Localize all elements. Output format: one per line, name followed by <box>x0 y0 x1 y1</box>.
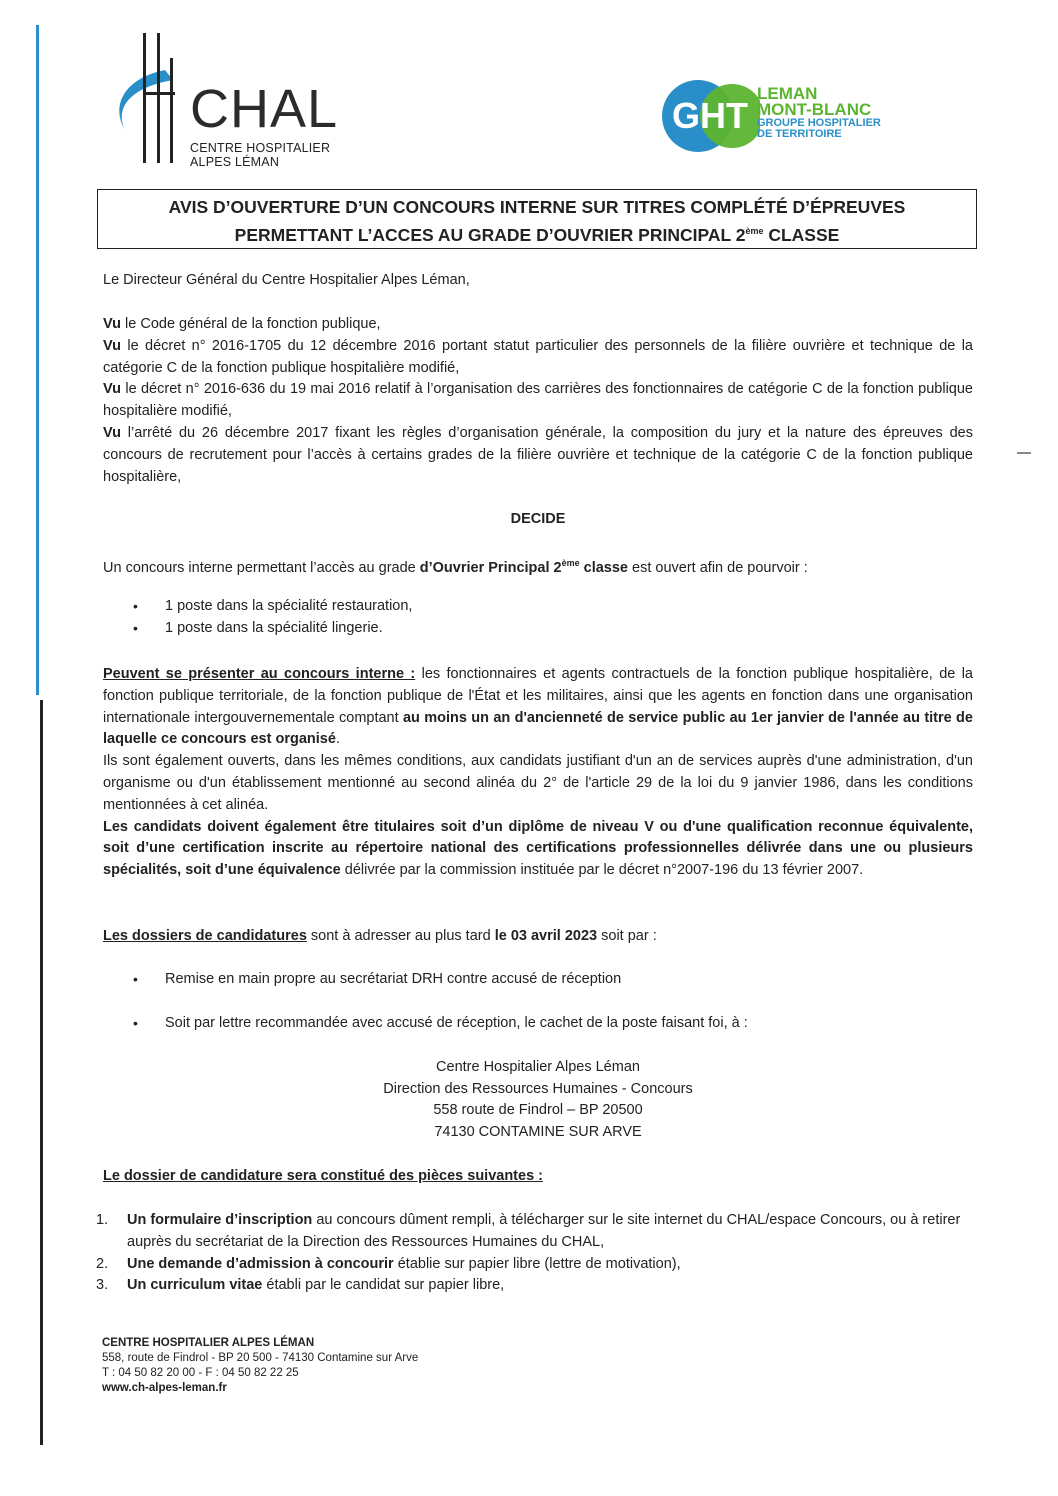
footer-address: 558, route de Findrol - BP 20 500 - 74130 Contamine sur Arve <box>102 1352 419 1364</box>
pieces-list <box>96 1210 973 1297</box>
address-line: 558 route de Findrol – BP 20500 <box>433 1102 643 1119</box>
title-line1: AVIS D’OUVERTURE D’UN CONCOURS INTERNE SUR TITRES COMPLÉTÉ D’ÉPREUVES <box>168 197 906 217</box>
chal-name: CHAL <box>190 79 339 139</box>
footer-website[interactable]: www.ch-alpes-leman.fr <box>102 1382 227 1394</box>
list-item: • 1 poste dans la spécialité lingerie. <box>103 618 973 640</box>
address-line: 74130 CONTAMINE SUR ARVE <box>434 1123 642 1140</box>
ght-logo <box>660 78 950 158</box>
ght-circles-icon <box>660 78 760 158</box>
chal-logo <box>105 30 365 170</box>
footer-phone: T : 04 50 82 20 00 - F : 04 50 82 22 25 <box>102 1367 299 1379</box>
vu-item: Vu le Code général de la fonction publique, <box>103 316 381 332</box>
eligibility-p2: Ils sont également ouverts, dans les mêmes conditions, aux candidats justifiant d'un an de services auprès d'une administration, d'un organisme ou d'un établissement mentionné au second alinéa du 2° de l'article 29 de la loi du 9 janvier 1986, dans les conditions mentionnées à cet alinéa. <box>103 753 973 813</box>
chal-subtitle-line2: ALPES LÉMAN <box>190 155 280 169</box>
list-item: • Soit par lettre recommandée avec accusé de réception, le cachet de la poste faisant foi, à : <box>103 1013 973 1035</box>
list-item: • Remise en main propre au secrétariat DRH contre accusé de réception <box>103 969 973 991</box>
vu-item: Vu le décret n° 2016-636 du 19 mai 2016 relatif à l’organisation des carrières des fonctionnaires de catégorie C de la fonction publique hospitalière modifié, <box>103 381 973 420</box>
margin-mark <box>1017 452 1031 454</box>
decide <box>103 509 973 531</box>
title-line2: PERMETTANT L’ACCES AU GRADE D’OUVRIER PRINCIPAL 2ème CLASSE <box>234 224 840 245</box>
vu-item: Vu le décret n° 2016-1705 du 12 décembre 2016 portant statut particulier des personnels de la filière ouvrière et technique de la catégorie C de la fonction publique hospitalière modifié, <box>103 337 973 376</box>
footer <box>102 1336 418 1396</box>
ght-text <box>757 86 881 140</box>
chal-subtitle-line1: CENTRE HOSPITALIER <box>190 141 331 155</box>
ght-line3: GROUPE HOSPITALIER <box>757 117 881 129</box>
list-item: 3. Un curriculum vitae établi par le candidat sur papier libre, <box>96 1277 505 1294</box>
ght-line1: LEMAN <box>757 84 818 103</box>
ght-mark: GHT <box>672 95 748 136</box>
vu-item: Vu l’arrêté du 26 décembre 2017 fixant les règles d’organisation générale, la composition du jury et la nature des épreuves des concours de recrutement pour l’accès à certains grades de la filière ouvrière et technique de la catégorie C de la fonction publique hospitalière, <box>103 424 973 485</box>
mailing-address <box>103 1057 973 1143</box>
intro-text: Le Directeur Général du Centre Hospitalier Alpes Léman, <box>103 272 470 288</box>
address-line: Direction des Ressources Humaines - Concours <box>383 1080 693 1097</box>
list-item: 2. Une demande d’admission à concourir établie sur papier libre (lettre de motivation), <box>96 1255 681 1272</box>
list-item: 1. Un formulaire d’inscription au concours dûment rempli, à télécharger sur le site internet du CHAL/espace Concours, ou à retirer auprès du secrétariat de la Direction des Ressources Humaines du CHAL, <box>96 1212 961 1250</box>
ght-line2: MONT-BLANC <box>757 100 872 119</box>
ght-line4: DE TERRITOIRE <box>757 128 842 140</box>
left-margin-bar-black <box>40 700 43 1445</box>
dossiers-paragraph: Les dossiers de candidatures sont à adresser au plus tard le 03 avril 2023 soit par : <box>103 928 657 944</box>
intro <box>103 270 973 292</box>
submission-options <box>103 969 973 991</box>
pieces-heading: Le dossier de candidature sera constitué des pièces suivantes : <box>103 1168 543 1184</box>
chal-emblem-icon <box>105 30 195 170</box>
address-line: Centre Hospitalier Alpes Léman <box>436 1059 640 1075</box>
left-margin-bar-blue <box>36 25 39 695</box>
chal-subtitle <box>190 141 330 169</box>
vu-list <box>103 314 973 488</box>
submission-options-2 <box>103 1013 973 1035</box>
document-title <box>97 189 977 249</box>
eligibility-p3: Les candidats doivent également être titulaires soit d’un diplôme de niveau V ou d'une qualification reconnue équivalente, soit d’une certification inscrite au répertoire national des certifications professionnelles délivrée dans une ou plusieurs spécialités, soit d’une équivalence délivrée par la commission instituée par le décret n°2007-196 du 13 février 2007. <box>103 818 973 879</box>
eligibility-p1: Peuvent se présenter au concours interne : les fonctionnaires et agents contractuels de la fonction publique hospitalière, de la fonction publique territoriale, de la fonction publique de l'État et les militaires, ainsi que les agents en fonction dans une organisation internationale intergouvernementale comptant au moins un an d'ancienneté de service public au 1er janvier de l'année au titre de laquelle ce concours est organisé. <box>103 666 973 748</box>
eligibility-section <box>103 664 973 882</box>
decide-heading: DECIDE <box>510 511 566 527</box>
list-item: • 1 poste dans la spécialité restauration, <box>103 596 973 618</box>
postes-list <box>103 596 973 640</box>
footer-org: CENTRE HOSPITALIER ALPES LÉMAN <box>102 1337 315 1349</box>
concours-paragraph: Un concours interne permettant l’accès au grade d’Ouvrier Principal 2ème classe est ouvert afin de pourvoir : <box>103 558 808 576</box>
